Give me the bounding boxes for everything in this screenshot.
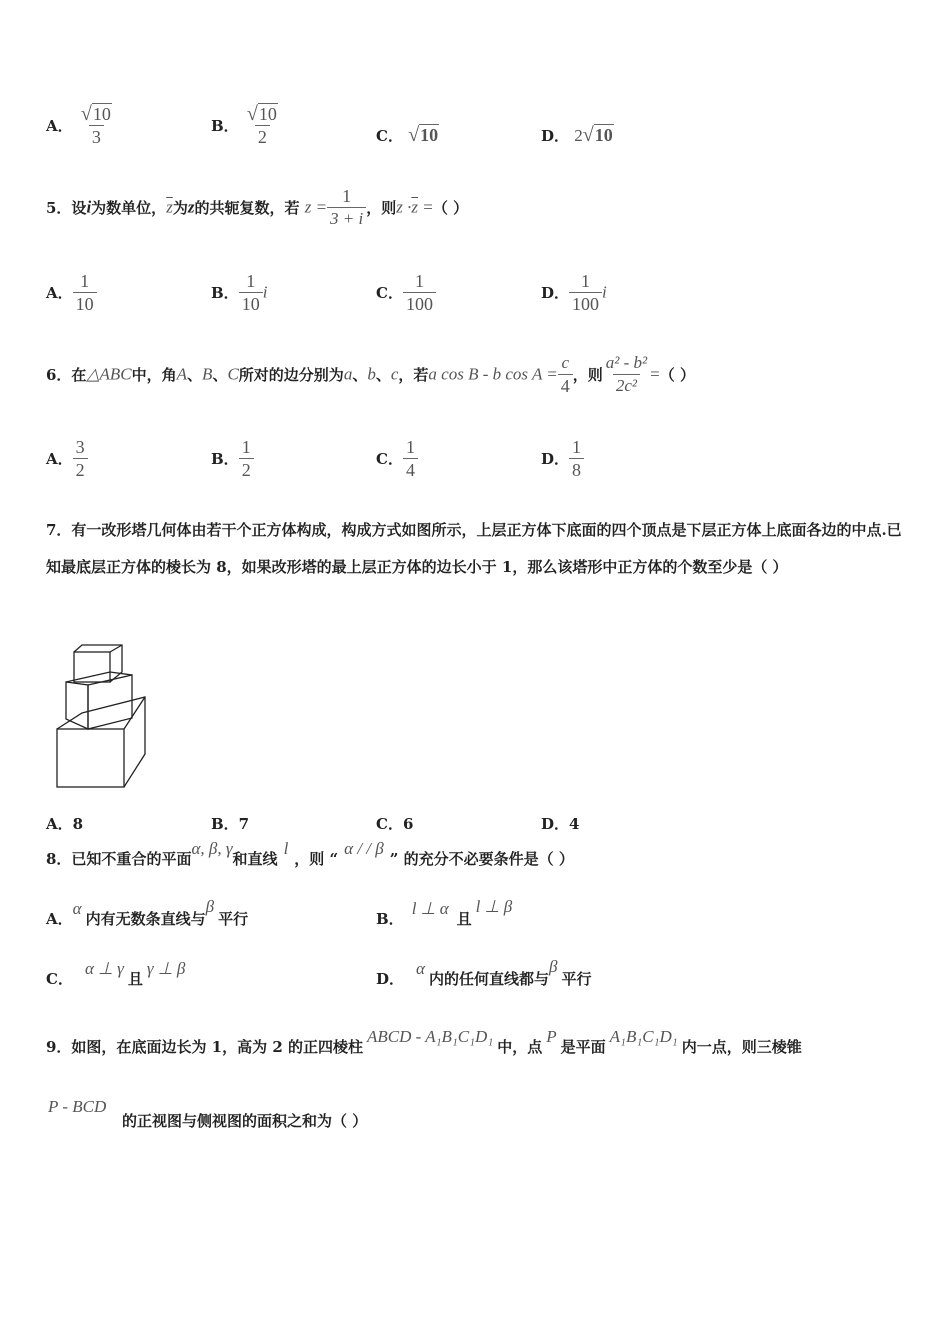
bottom-cube-front [57,729,124,787]
q6-option-a: A． $\frac{3}{2}$ [46,436,88,481]
q5-option-d: D． $\frac{1}{100}$ i [541,271,607,314]
q6-option-b: B． $\frac{1}{2}$ [211,436,254,481]
middle-cube-front [66,682,88,729]
question-8: 8．已知不重合的平面α, β, γ和直线l，则 “α / / β” 的充分不必要条件是（ ） [46,839,574,868]
sqrt: √ 10 [582,124,613,146]
sqrt: √ 10 [408,124,439,146]
q6-option-d: D． $\frac{1}{8}$ [541,436,584,481]
fraction: √ 10 3 [80,103,111,147]
question-9: 9．如图，在底面边长为 1，高为 2 的正四棱柱ABCD - A₁B₁C₁D₁中，点P是平面A₁B₁C₁D₁内一点，则三棱锥 [46,1027,802,1056]
question-6: 6．在△ABC中，角A、B、C所对的边分别为a、b、c，若a cos B - b cos A = $\frac{c}{4}$ ，则 $\frac{\text{a² - b²}}{\text{2c²}}$ =（ ） [46,353,695,396]
q5-option-a: A． $\frac{1}{10}$ [46,270,97,315]
q8-option-d: D．α内的任何直线都与β平行 [376,957,592,988]
top-cube-front [74,652,110,682]
option-label: A． [46,117,73,135]
sqrt: √ 10 [246,103,277,125]
question-7: 7．有一改形塔几何体由若干个正方体构成，构成方式如图所示，上层正方体下底面的四个顶点是下层正方体上底面各边的中点.已知最底层正方体的棱长为 8，如果改形塔的最上层正方体的边长小于 1，那么该塔形中正方体的个数至少是（ ） [46,521,902,576]
option-label: B． [211,117,239,135]
q6-option-c: C． $\frac{1}{4}$ [376,436,418,481]
q7-option-d: D．4 [541,815,580,833]
sqrt: √ 10 [80,103,111,125]
q7-option-c: C．6 [376,815,414,833]
fraction: $\frac{1}{3 + i}$ [327,185,366,230]
pyramid-label: P - BCD [48,1097,107,1116]
question-5: 5．设i为数单位，$\overline{z}$为z的共轭复数，若 z = $\frac{1}{3 + i}$ ，则$z \cdot\overline{z}$ =（ ） [46,186,469,228]
option-label: D． [541,127,570,145]
q7-option-a: A．8 [46,815,84,833]
q4-option-b [211,103,281,148]
q8-option-b: B．l ⊥ α且l ⊥ β [376,897,513,928]
q4-option-a [46,103,115,148]
question-9-continued: 的正视图与侧视图的面积之和为（ ） [122,1112,368,1130]
q5-option-b: B． $\frac{1}{10}$ i [211,271,268,314]
q4-option-d: D． 2 √ 10 [541,124,613,146]
q7-option-b: B．7 [211,815,250,833]
option-label: C． [376,127,403,145]
q5-option-c: C． $\frac{1}{100}$ [376,270,436,315]
q8-option-c: C．α ⊥ γ且γ ⊥ β [46,959,186,988]
top-cube-edge [110,645,122,652]
cube-tower-figure [52,642,152,792]
fraction: √ 10 2 [246,103,277,147]
q8-option-a: A．α内有无数条直线与β平行 [46,897,249,928]
top-cube-top [74,645,122,682]
q4-option-c [376,124,439,146]
